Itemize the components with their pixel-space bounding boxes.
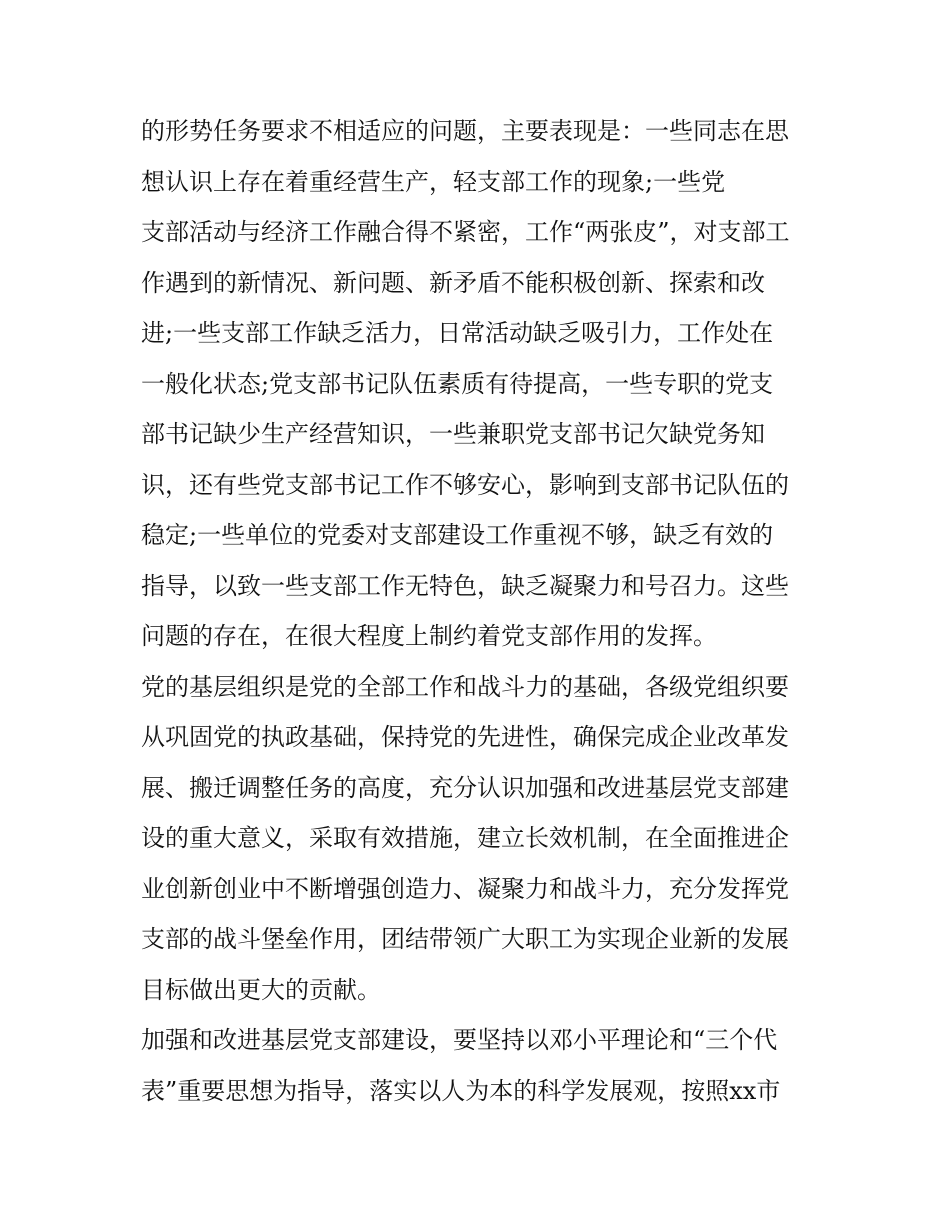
text-line: 加强和改进基层党支部建设，要坚持以邓小平理论和“三个代 [141, 1026, 778, 1054]
text-line: 指导，以致一些支部工作无特色，缺乏凝聚力和号召力。这些 [141, 571, 789, 600]
text-line: 目标做出更大的贡献。 [141, 975, 381, 1004]
text-line: 识，还有些党支部书记工作不够安心，影响到支部书记队伍的 [141, 470, 789, 499]
text-line: 业创新创业中不断增强创造力、凝聚力和战斗力，充分发挥党 [141, 874, 789, 903]
text-line: 部书记缺少生产经营知识，一些兼职党支部书记欠缺党务知 [141, 420, 765, 448]
text-line: 支部活动与经济工作融合得不紧密，工作“两张皮”，对支部工 [141, 218, 790, 246]
text-line: 的形势任务要求不相适应的问题，主要表现是：一些同志在思 [141, 117, 789, 145]
text-line: 作遇到的新情况、新问题、新矛盾不能积极创新、探索和改 [141, 268, 765, 297]
text-line: 进;一些支部工作缺乏活力，日常活动缺乏吸引力，工作处在 [141, 319, 774, 347]
text-line: 设的重大意义，采取有效措施，建立长效机制，在全面推进企 [141, 824, 789, 852]
text-line: 党的基层组织是党的全部工作和战斗力的基础，各级党组织要 [141, 672, 789, 701]
text-line: 问题的存在，在很大程度上制约着党支部作用的发挥。 [141, 622, 717, 650]
text-line: 从巩固党的执政基础，保持党的先进性，确保完成企业改革发 [141, 723, 789, 751]
document-body [141, 106, 821, 1116]
text-line: 稳定;一些单位的党委对支部建设工作重视不够，缺乏有效的 [141, 521, 774, 549]
text-line: 展、搬迁调整任务的高度，充分认识加强和改进基层党支部建 [141, 773, 789, 802]
text-line: 支部的战斗堡垒作用，团结带领广大职工为实现企业新的发展 [141, 925, 789, 953]
text-line: 想认识上存在着重经营生产，轻支部工作的现象;一些党 [141, 167, 726, 196]
text-line: 一般化状态;党支部书记队伍素质有待提高，一些专职的党支 [141, 369, 774, 398]
text-line: 表”重要思想为指导，落实以人为本的科学发展观，按照xx市 [141, 1076, 781, 1105]
